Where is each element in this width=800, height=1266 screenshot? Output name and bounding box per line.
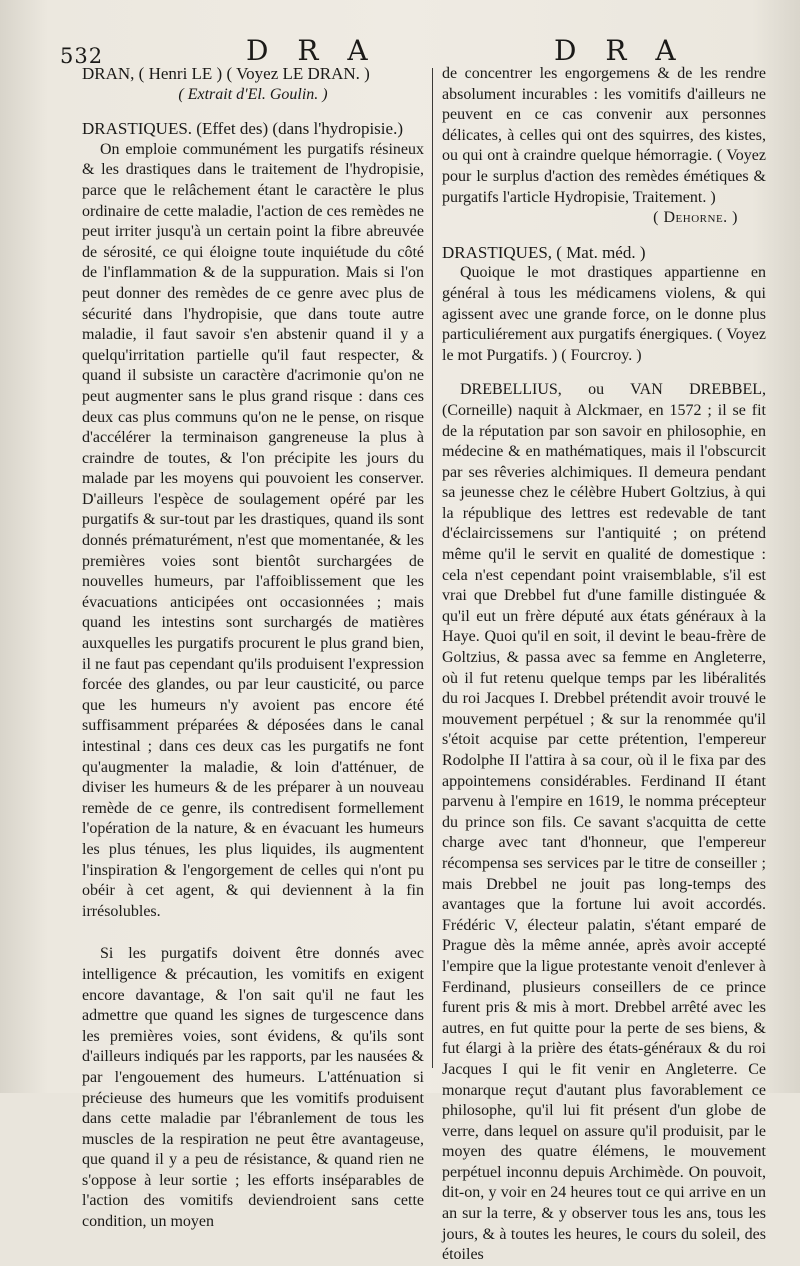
right-column xyxy=(442,64,766,1266)
running-head-right: D R A xyxy=(554,34,686,67)
column-divider xyxy=(432,68,433,1068)
article-paragraph-continued: de concentrer les engorgemens & de les rendre absolument incurables : les vomitifs d'ailleurs ne peuvent en ce cas convenir aux personnes délicates, à celles qui ont des squirres, des kistes, ou qui ont à craindre quelque hémorragie. ( Voyez pour le surplus d'action des remèdes émétiques & purgatifs l'article Hydropisie, Traitement. ) xyxy=(442,65,766,206)
left-column xyxy=(82,64,424,1233)
entry-drastiques-heading: DRASTIQUES. (Effet des) (dans l'hydropisie.) xyxy=(82,119,403,139)
entry-dran-source: ( Extrait d'El. Goulin. ) xyxy=(178,85,328,103)
article-paragraph-1: On emploie communément les purgatifs résineux & les drastiques dans le traitement de l'hydropisie, parce que le relâchement étant le caractère le plus ordinaire de cette maladie, l'action de ces remèdes ne peut irriter jusqu'à un certain point la fibre abreuvée de sérosité, ce qui éloigne toute inquiétude du côté de l'inflammation & de la suppuration. Mais si l'on peut donner des remèdes de ce genre avec plus de sécurité dans l'hydropisie, que dans toute autre maladie, il faut savoir s'en abstenir quand il y a quelqu'irritation partielle qu'il faut respecter, & quand il subsiste un caractère d'acrimonie qu'on ne peut augmenter sans le plus grand risque : dans ces deux cas plus communs qu'on ne le pense, on risque d'accélérer la terminaison gangreneuse la plus à craindre de toutes, & l'on précipite les jours du malade par les moyens qui pouvoient les conserver. D'ailleurs l'espèce de soulagement opéré par les purgatifs & sur-tout par les drastiques, quand ils sont donnés prématurément, n'est que momentanée, & les premières voies sont bientôt surchargées de nouvelles humeurs, par l'affoiblissement que les évacuations anticipées ont occasionnées ; mais quand les intestins sont surchargés de matières auxquelles les purgatifs procurent le plus grand bien, il ne faut pas cependant qu'ils produisent l'expression forcée des glandes, ou par leur causticité, ou parce que les humeurs n'y avoient pas encore été suffisamment préparées & déposées dans le canal intestinal ; dans ces deux cas les purgatifs ne font qu'augmenter la maladie, & loin d'atténuer, de diviser les humeurs & de les préparer à un nouveau remède de ce genre, ils contredisent formellement l'opération de la nature, & en évacuant les humeurs les plus ténues, les plus liquides, ils augmentent l'inspiration & l'engorgement de celles qui n'ont pu obéir à cet agent, & qui deviennent à la fin irrésolubles. xyxy=(82,140,424,920)
entry-drastiques-mat-med-heading: DRASTIQUES, ( Mat. méd. ) xyxy=(442,242,646,262)
running-head-left: D R A xyxy=(246,34,378,67)
entry-drebbel-paragraph: DREBELLIUS, ou VAN DREBBEL, (Corneille) naquit à Alckmaer, en 1572 ; il se fit de la réputation par son savoir en philosophie, en médecine & en mathématiques, mais il l'obscurcit par ses rêveries alchimiques. Il demeura pendant sa jeunesse chez le célèbre Hubert Goltzius, à qui la république des lettres est redevable de tant d'éclaircissemens sur l'antiquité ; on prétend même qu'il le servit en qualité de domestique : cela n'est cependant point vraisemblable, s'il est vrai que Drebbel fut d'une famille distinguée & qu'il eut un frère député aux états généraux à la Haye. Quoi qu'il en soit, il devint le beau-frère de Goltzius, & passa avec sa femme en Angleterre, où il fut retenu quelque temps par les libéralités du roi Jacques I. Drebbel prétendit avoir trouvé le mouvement perpétuel ; & sur la renommée qu'il s'étoit acquise par cette prétention, l'empereur Rodolphe II l'attira à sa cour, où il le fixa par des appointemens considérables. Ferdinand II étant parvenu à l'empire en 1619, le nomma précepteur du prince son fils. Ce savant s'acquitta de cette charge avec tant d'honneur, que l'empereur récompensa ses services par le titre de conseiller ; mais Drebbel ne jouit pas long-temps des avantages que la fortune lui avoit accordés. Frédéric V, électeur palatin, s'étant emparé de Prague dès la même année, après avoir accepté l'empire que la ligue protestante venoit d'enlever à Ferdinand, plusieurs conseillers de ce prince furent pris & mis à mort. Drebbel arrêté avec les autres, en fut quitte pour la perte de ses biens, & fut élargi à la prière des états-généraux & du roi Jacques I qui le fit venir en Angleterre. Ce monarque reçut d'autant plus favorablement ce philosophe, qu'il lui fit présent d'un globe de verre, dans lequel on assure qu'il produisit, par le moyen des quatre élémens, le mouvement perpétuel inconnu depuis Archimède. On pouvoit, dit-on, y voir en 24 heures tout ce qui arrive en un an sur la terre, & y observer tous les ans, tous les jours, & à toutes les heures, le cours du soleil, des étoiles xyxy=(442,381,766,1264)
signature-dehorne: ( Dehorne. ) xyxy=(653,209,738,227)
article-paragraph-2: Si les purgatifs doivent être donnés avec intelligence & précaution, les vomitifs en exigent encore davantage, & l'on sait qu'il ne faut les admettre que quand les signes de turgescence dans les premières voies, sont évidens, & qu'ils sont d'ailleurs indiqués par les rapports, par les nausées & par l'engouement des humeurs. L'atténuation si précieuse des humeurs que les vomitifs produisent dans cette maladie par l'ébranlement de tous les muscles de la respiration ne peut être avantageuse, que quand il y a peu de résistance, & quand rien ne s'oppose à leur sortie ; les efforts inséparables de l'action des vomitifs deviendroient sans cette condition, un moyen xyxy=(82,945,424,1231)
entry-dran-heading: DRAN, ( Henri LE ) ( Voyez LE DRAN. ) xyxy=(82,64,370,83)
article-paragraph-mat-med: Quoique le mot drastiques appartienne en général à tous les médicamens violens, & qui agissent avec une grande force, on le donne plus particuliérement aux purgatifs énergiques. ( Voyez le mot Purgatifs. ) ( Fourcroy. ) xyxy=(442,264,766,364)
page-number: 532 xyxy=(60,44,104,68)
